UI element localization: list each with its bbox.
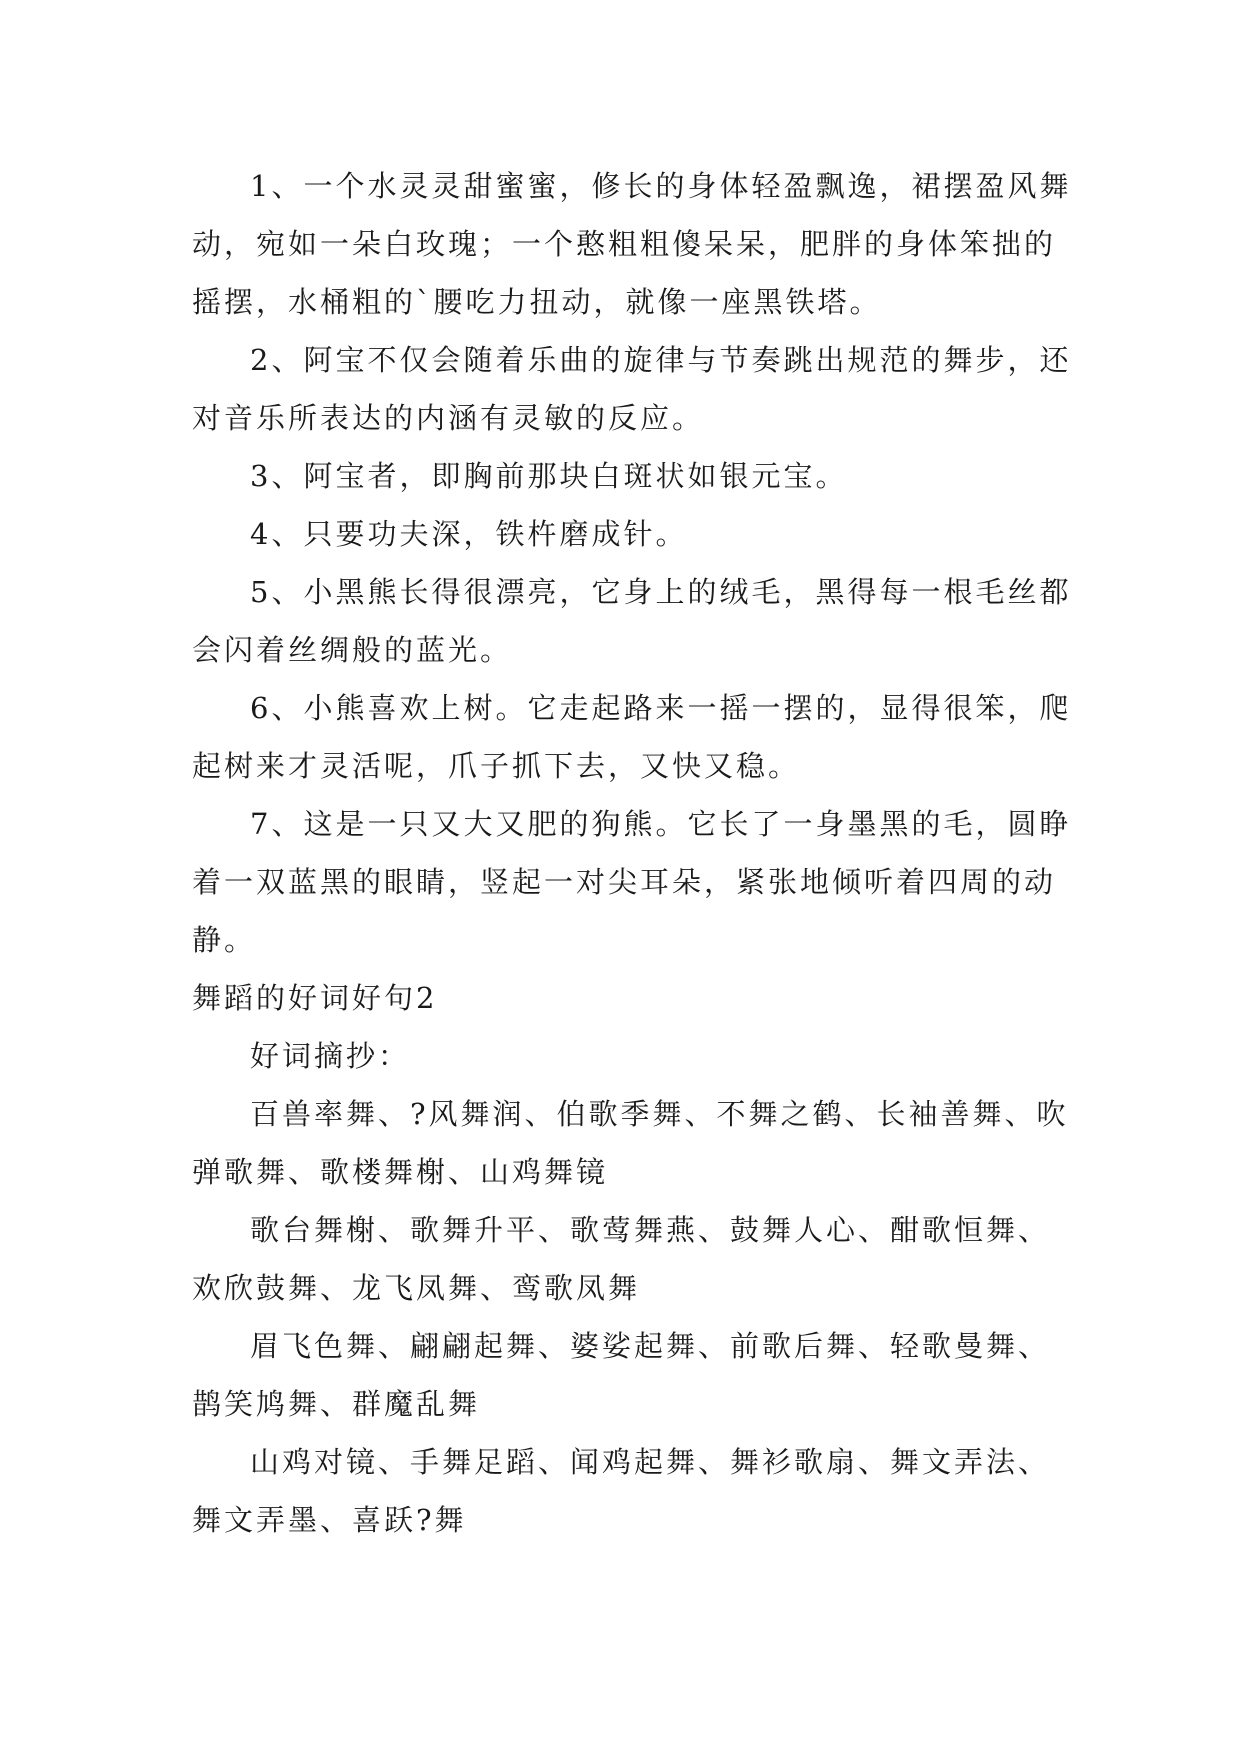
document-body <box>192 157 1072 1549</box>
word-group-2: 歌台舞榭、歌舞升平、歌莺舞燕、鼓舞人心、酣歌恒舞、欢欣鼓舞、龙飞凤舞、鸾歌凤舞 <box>192 1213 1051 1305</box>
sentence-paragraph-4: 4、只要功夫深，铁杵磨成针。 <box>250 517 688 551</box>
section-title: 舞蹈的好词好句2 <box>192 981 438 1015</box>
sentence-paragraph-2: 2、阿宝不仅会随着乐曲的旋律与节奏跳出规范的舞步，还对音乐所表达的内涵有灵敏的反应。 <box>192 343 1072 435</box>
sentence-paragraph-7: 7、这是一只又大又肥的狗熊。它长了一身墨黑的毛，圆睁着一双蓝黑的眼睛，竖起一对尖耳朵，紧张地倾听着四周的动静。 <box>192 807 1072 957</box>
word-group-1: 百兽率舞、?风舞润、伯歌季舞、不舞之鹤、长袖善舞、吹弹歌舞、歌楼舞榭、山鸡舞镜 <box>192 1097 1069 1189</box>
sentence-paragraph-3: 3、阿宝者，即胸前那块白斑状如银元宝。 <box>250 459 848 493</box>
sentence-paragraph-1: 1、一个水灵灵甜蜜蜜，修长的身体轻盈飘逸，裙摆盈风舞动，宛如一朵白玫瑰；一个憨粗粗傻呆呆，肥胖的身体笨拙的摇摆，水桶粗的`腰吃力扭动，就像一座黑铁塔。 <box>192 169 1072 319</box>
word-group-4: 山鸡对镜、手舞足蹈、闻鸡起舞、舞衫歌扇、舞文弄法、舞文弄墨、喜跃?舞 <box>192 1445 1051 1537</box>
sentence-paragraph-6: 6、小熊喜欢上树。它走起路来一摇一摆的，显得很笨，爬起树来才灵活呢，爪子抓下去，又快又稳。 <box>192 691 1072 783</box>
sentence-paragraph-5: 5、小黑熊长得很漂亮，它身上的绒毛，黑得每一根毛丝都会闪着丝绸般的蓝光。 <box>192 575 1072 667</box>
subheading: 好词摘抄： <box>250 1039 411 1073</box>
word-group-3: 眉飞色舞、翩翩起舞、婆娑起舞、前歌后舞、轻歌曼舞、鹊笑鸠舞、群魔乱舞 <box>192 1329 1051 1421</box>
